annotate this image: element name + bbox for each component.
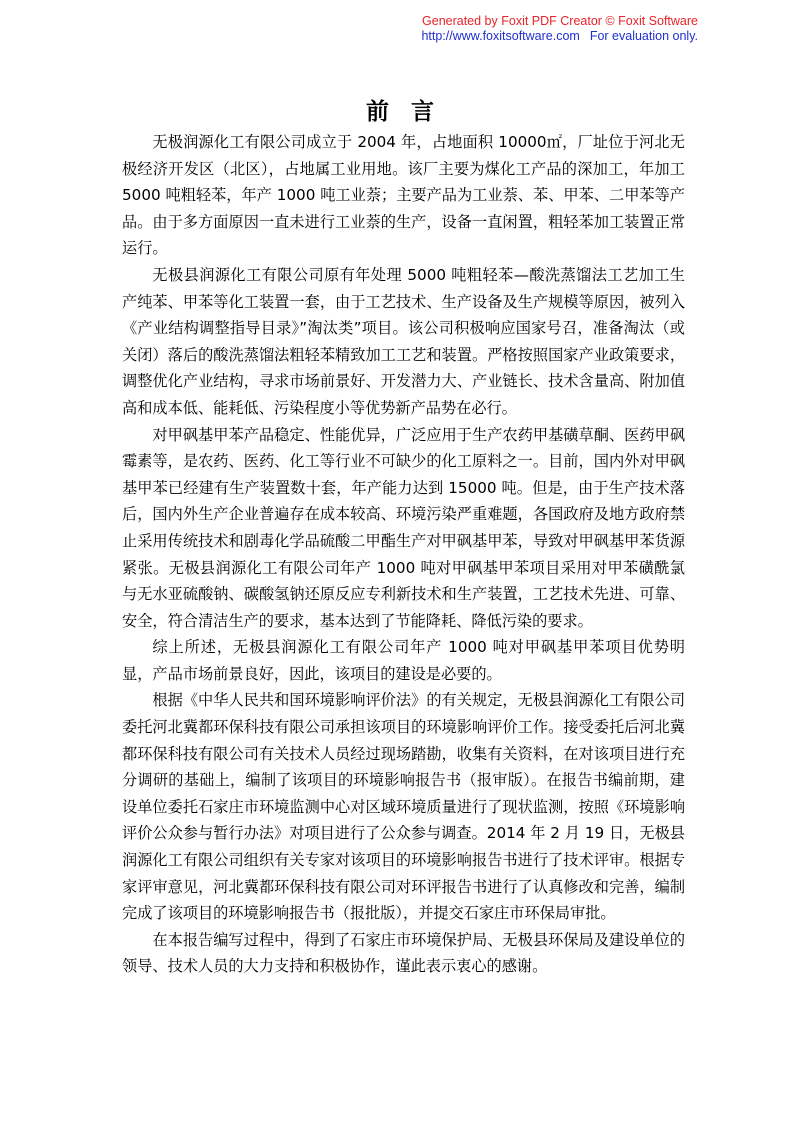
- page-title: 前言: [366, 99, 456, 125]
- paragraph-process-elimination: 无极县润源化工有限公司原有年处理 5000 吨粗轻苯—酸洗蒸馏法工艺加工生产纯苯、甲苯等化工装置一套，由于工艺技术、生产设备及生产规模等原因，被列入《产业结构调整指导目录》”淘汰类”项目。该公司积极响应国家号召，准备淘汰（或关闭）落后的酸洗蒸馏法粗轻苯精致加工工艺和装置。严格按照国家产业政策要求，调整优化产业结构，寻求市场前景好、开发潜力大、产业链长、技术含量高、附加值高和成本低、能耗低、污染程度小等优势新产品势在必行。: [122, 265, 685, 417]
- document-body: [122, 129, 685, 980]
- paragraph-acknowledgement: 在本报告编写过程中，得到了石家庄市环境保护局、无极县环保局及建设单位的领导、技术人员的大力支持和积极协作，谨此表示衷心的感谢。: [122, 930, 685, 976]
- watermark-url-line: [421, 29, 698, 44]
- watermark-generator-text: Generated by Foxit PDF Creator © Foxit Software: [422, 14, 698, 28]
- paragraph-company-overview: 无极润源化工有限公司成立于 2004 年，占地面积 10000㎡，厂址位于河北无极经济开发区（北区），占地属工业用地。该厂主要为煤化工产品的深加工，年加工 5000 吨粗轻苯，年产 1000 吨工业萘；主要产品为工业萘、苯、甲苯、二甲苯等产品。由于多方面原因一直未进行工业萘的生产，设备一直闲置，粗轻苯加工装置正常运行。: [122, 133, 685, 258]
- watermark-evaluation-text: For evaluation only.: [589, 29, 698, 43]
- pdf-creator-watermark: [421, 14, 698, 44]
- paragraph-product-background: 对甲砜基甲苯产品稳定、性能优异，广泛应用于生产农药甲基磺草酮、医药甲砜霉素等，是农药、医药、化工等行业不可缺少的化工原料之一。目前，国内外对甲砜基甲苯已经建有生产装置数十套，年产能力达到 15000 吨。但是，由于生产技术落后，国内外生产企业普遍存在成本较高、环境污染严重难题，各国政府及地方政府禁止采用传统技术和剧毒化学品硫酸二甲酯生产对甲砜基甲苯，导致对甲砜基甲苯货源紧张。无极县润源化工有限公司年产 1000 吨对甲砜基甲苯项目采用对甲苯磺酰氯与无水亚硫酸钠、碳酸氢钠还原反应专利新技术和生产装置，工艺技术先进、可靠、安全，符合清洁生产的要求，基本达到了节能降耗、降低污染的要求。: [122, 425, 685, 630]
- watermark-url: http://www.foxitsoftware.com: [421, 29, 580, 43]
- paragraph-summary: 综上所述，无极县润源化工有限公司年产 1000 吨对甲砜基甲苯项目优势明显，产品市场前景良好，因此，该项目的建设是必要的。: [122, 638, 685, 683]
- paragraph-eia-process: 根据《中华人民共和国环境影响评价法》的有关规定，无极县润源化工有限公司委托河北冀都环保科技有限公司承担该项目的环境影响评价工作。接受委托后河北冀都环保科技有限公司有关技术人员经过现场踏勘，收集有关资料，在对该项目进行充分调研的基础上，编制了该项目的环境影响报告书（报审版）。在报告书编前期，建设单位委托石家庄市环境监测中心对区域环境质量进行了现状监测，按照《环境影响评价公众参与暂行办法》对项目进行了公众参与调查。2014 年 2 月 19 日，无极县润源化工有限公司组织有关专家对该项目的环境影响报告书进行了技术评审。根据专家评审意见，河北冀都环保科技有限公司对环评报告书进行了认真修改和完善，编制完成了该项目的环境影响报告书（报批版），并提交石家庄市环保局审批。: [122, 691, 685, 923]
